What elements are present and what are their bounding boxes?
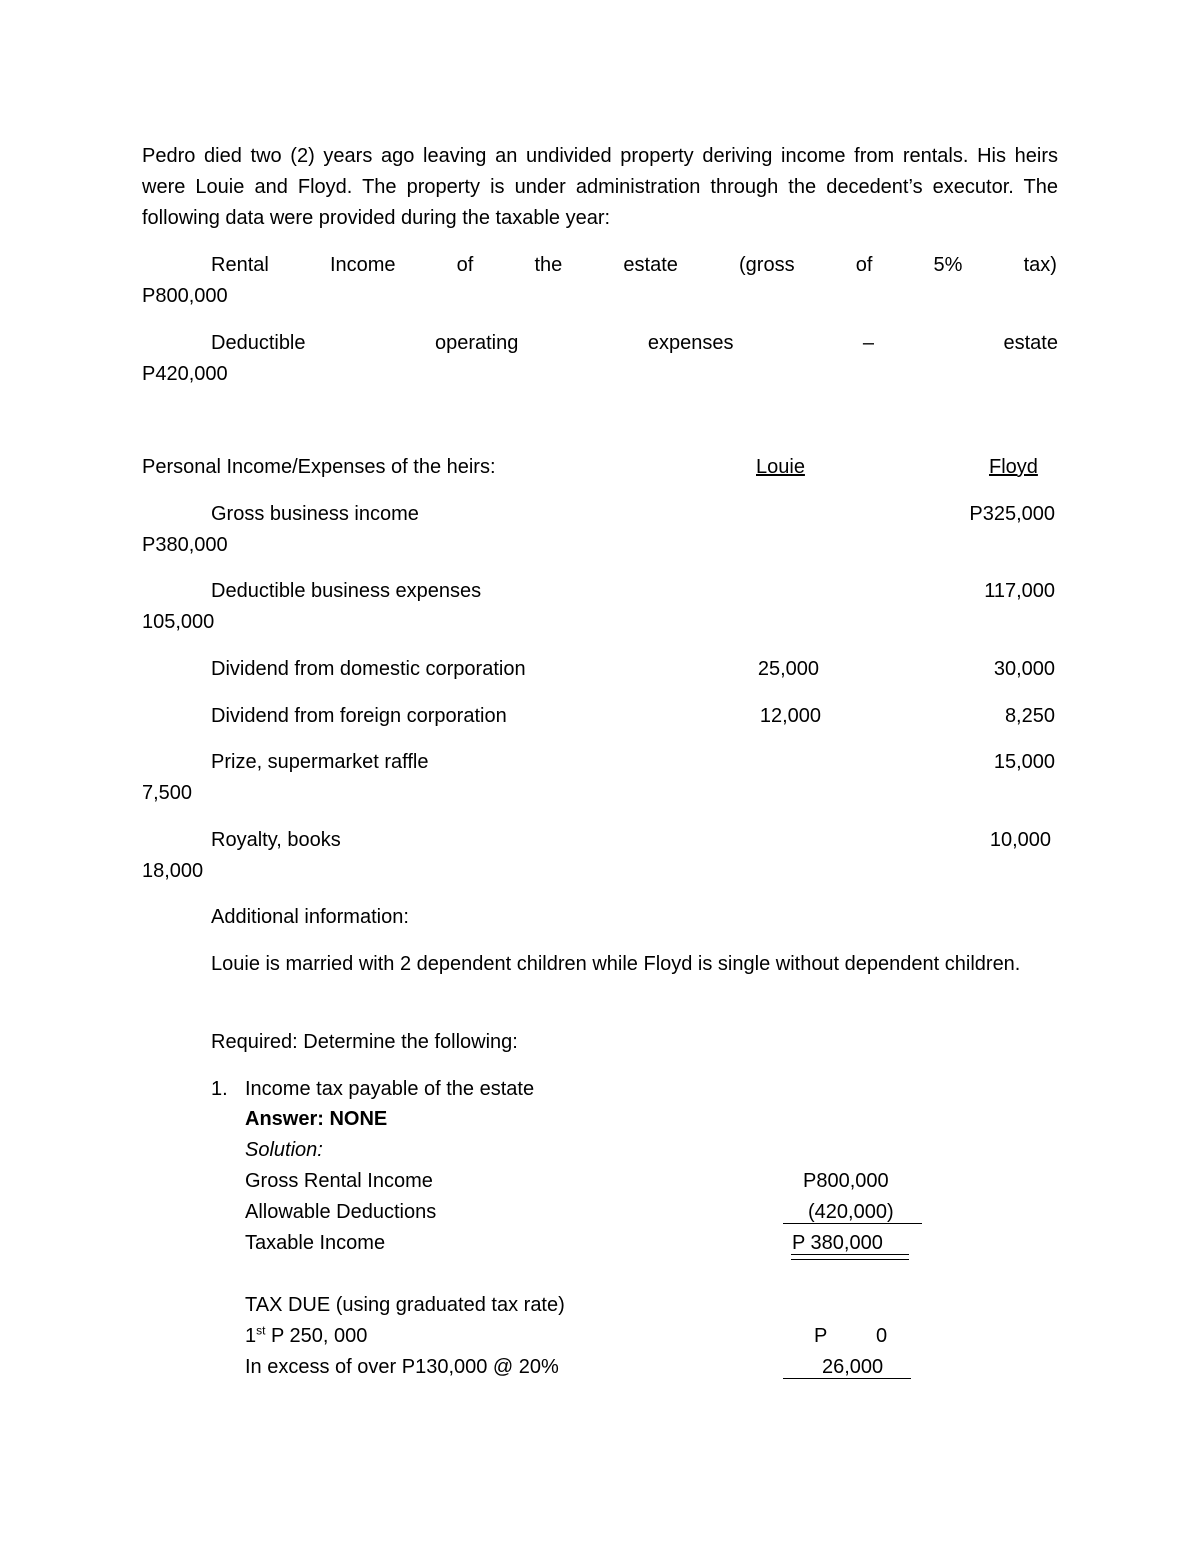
rental-word: of [855, 254, 873, 276]
additional-text: Louie is married with 2 dependent children while Floyd is single without dependent children. [211, 953, 1021, 975]
rental-word: tax) [1023, 254, 1057, 276]
deductible-word: – [862, 332, 875, 354]
item-floyd-value: 30,000 [993, 658, 1055, 680]
item-floyd-value: 117,000 [984, 580, 1055, 602]
item-louie-value: 12,000 [759, 705, 821, 727]
item-wrapped-value: 18,000 [142, 860, 204, 882]
first-bracket-label [245, 1321, 367, 1352]
item-floyd-value: 8,250 [1004, 705, 1055, 727]
rental-word: estate [623, 254, 678, 276]
first-bracket-amount: P 250, 000 [265, 1325, 368, 1347]
item-louie-value: 25,000 [757, 658, 819, 680]
required-text: Required: Determine the following: [211, 1031, 518, 1053]
solution-line-value: (420,000) [808, 1201, 894, 1223]
excess-label: In excess of over P130,000 @ 20% [245, 1356, 559, 1378]
solution-label: Solution: [245, 1139, 323, 1161]
item-floyd-value: 15,000 [993, 751, 1055, 773]
rental-income-value: P800,000 [142, 285, 228, 307]
rental-word: of [456, 254, 474, 276]
underline-rule [783, 1223, 922, 1224]
deductible-word: estate [1003, 332, 1058, 354]
solution-line-label: Gross Rental Income [245, 1170, 433, 1192]
heirs-heading: Personal Income/Expenses of the heirs: [142, 456, 496, 478]
deductible-word: Deductible [211, 332, 306, 354]
underline-rule [791, 1254, 909, 1255]
first-bracket-ordinal: 1 [245, 1325, 257, 1347]
solution-line-value: P800,000 [803, 1170, 889, 1192]
rental-income-line [211, 250, 1057, 281]
first-bracket-ordinal-suffix: st [256, 1323, 266, 1338]
item-wrapped-value: 7,500 [142, 782, 193, 804]
rental-word: Income [329, 254, 396, 276]
col-header-floyd: Floyd [989, 456, 1038, 478]
col-header-louie: Louie [756, 456, 805, 478]
solution-line-label: Taxable Income [245, 1232, 386, 1254]
item-label: Royalty, books [211, 829, 341, 851]
item-label: Gross business income [211, 503, 419, 525]
item-label: Deductible business expenses [211, 580, 482, 602]
underline-rule [783, 1378, 911, 1379]
excess-value: 26,000 [822, 1356, 884, 1378]
rental-word: (gross [739, 254, 795, 276]
item-wrapped-value: P380,000 [142, 534, 228, 556]
additional-heading: Additional information: [211, 906, 409, 928]
deductible-expenses-value: P420,000 [142, 363, 228, 385]
deductible-expenses-line [211, 328, 1058, 359]
item-label: Dividend from domestic corporation [211, 658, 526, 680]
rental-word: Rental [211, 254, 269, 276]
item-label: Prize, supermarket raffle [211, 751, 429, 773]
rental-word: the [534, 254, 563, 276]
double-underline-rule [791, 1259, 909, 1260]
rental-word: 5% [933, 254, 963, 276]
intro-paragraph: Pedro died two (2) years ago leaving an undivided property deriving income from rentals. His heirs were Louie and Floyd. The property is under administration through the decedent’s executor. The following data were provided during the taxable year: [142, 145, 1058, 229]
item-wrapped-value: 105,000 [142, 611, 215, 633]
deductible-word: operating [434, 332, 519, 354]
question-text: Income tax payable of the estate [245, 1078, 535, 1100]
solution-line-label: Allowable Deductions [245, 1201, 437, 1223]
item-floyd-value: 10,000 [989, 829, 1051, 851]
tax-due-label: TAX DUE (using graduated tax rate) [245, 1294, 565, 1316]
item-floyd-value: P325,000 [969, 503, 1055, 525]
first-bracket-value: 0 [876, 1325, 888, 1347]
question-number: 1. [211, 1078, 228, 1100]
item-label: Dividend from foreign corporation [211, 705, 507, 727]
first-bracket-currency: P [814, 1325, 828, 1347]
deductible-word: expenses [647, 332, 734, 354]
answer-text: Answer: NONE [245, 1108, 388, 1130]
solution-line-value: P 380,000 [792, 1232, 883, 1254]
